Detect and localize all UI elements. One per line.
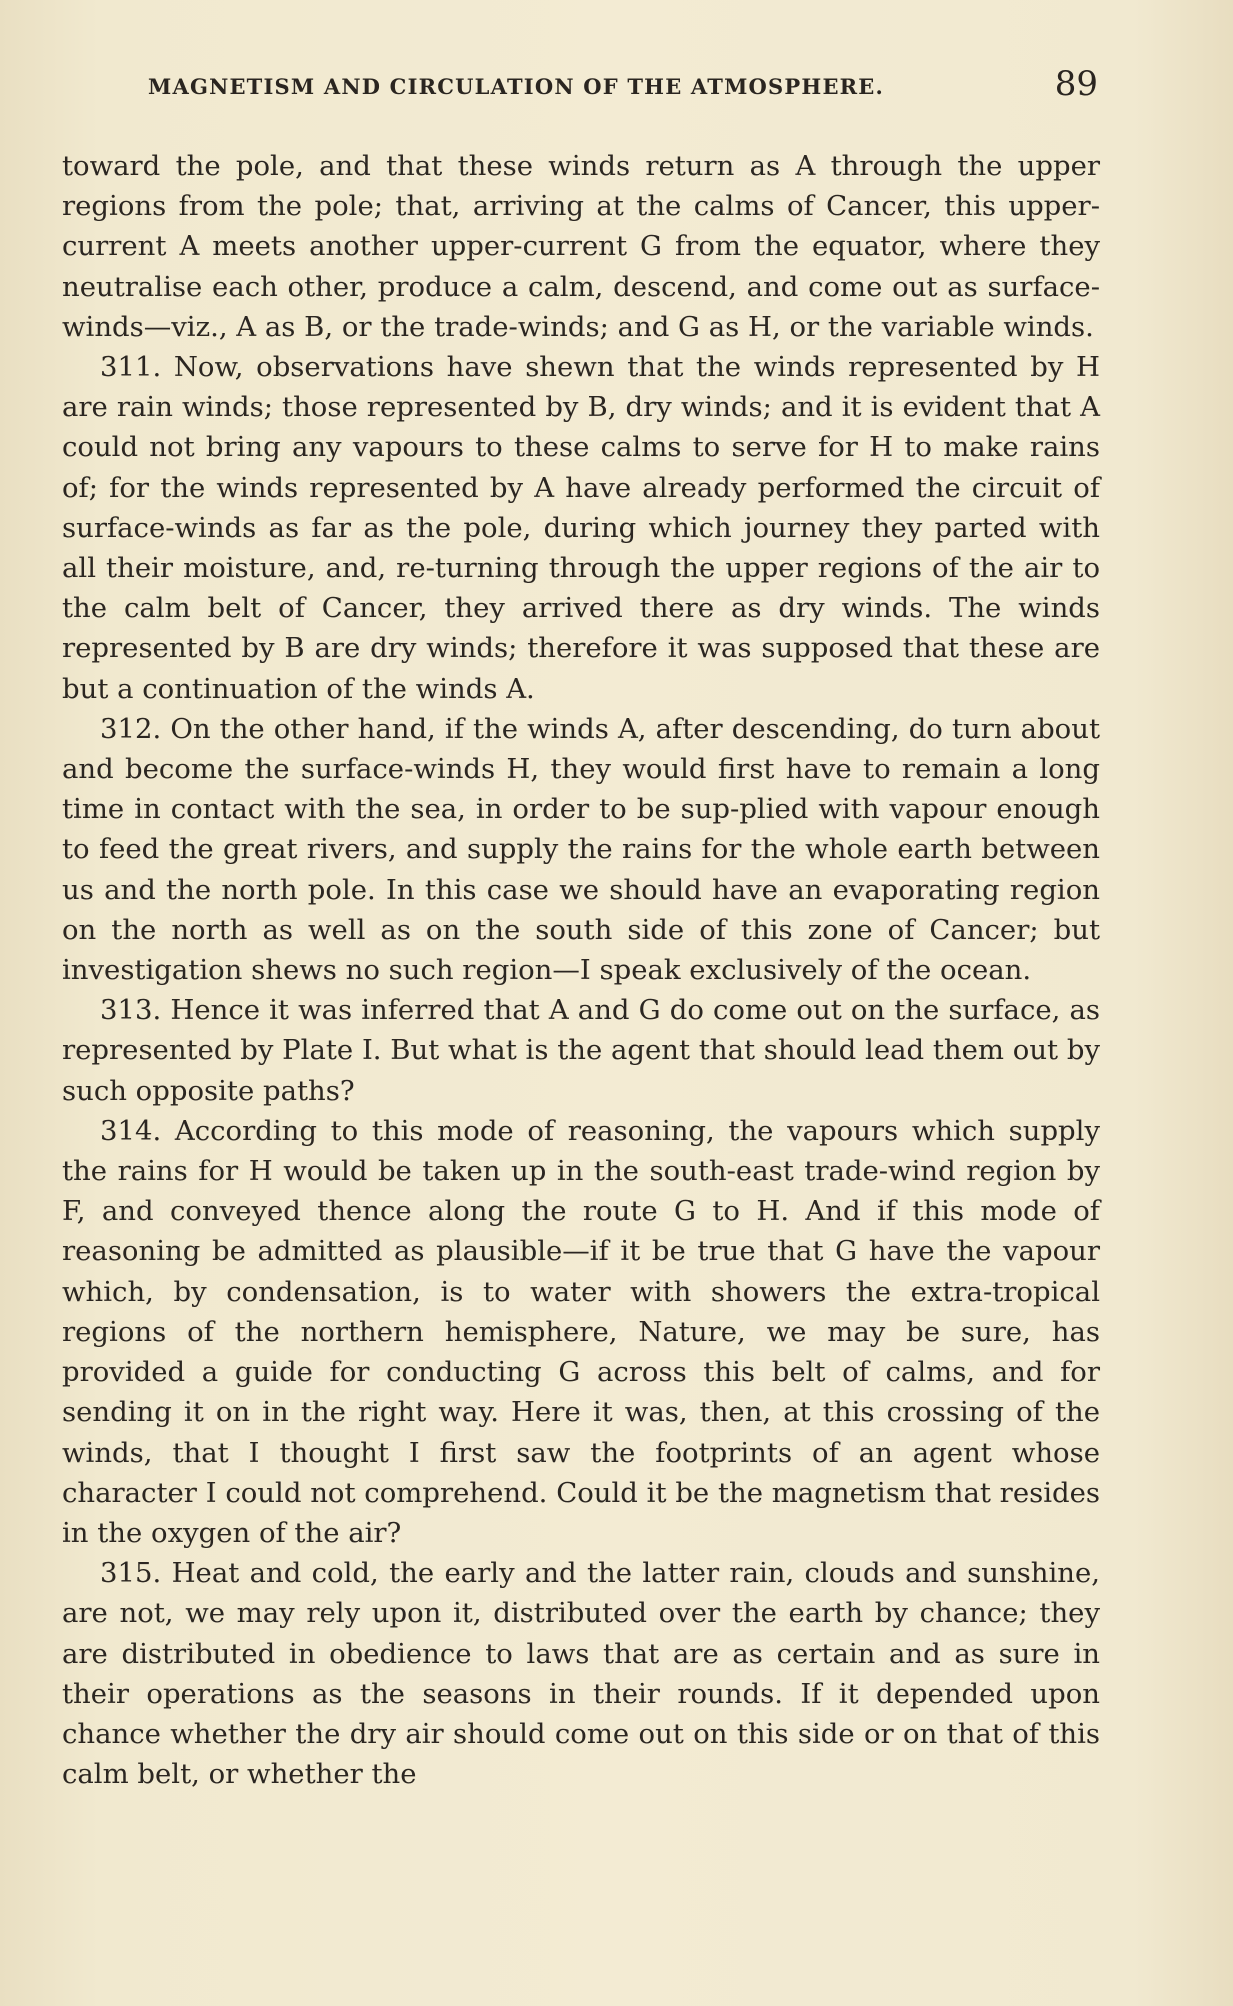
page-header: [148, 64, 1098, 110]
body-text: [62, 146, 1100, 1794]
page-number: 89: [1054, 64, 1098, 104]
paragraph-313: 313. Hence it was inferred that A and G do come out on the surface, as represented by Plate I. But what is the agent that should lead them out by such opposite paths?: [62, 994, 1100, 1107]
paragraph-311: 311. Now, observations have shewn that the winds represented by H are rain winds; those represented by B, dry winds; and it is evident that A could not bring any vapours to these calms to serve for H to make rains of; for the winds represented by A have already performed the circuit of surface-winds as far as the pole, during which journey they parted with all their moisture, and, re-turning through the upper regions of the air to the calm belt of Cancer, they arrived there as dry winds. The winds represented by B are dry winds; therefore it was supposed that these are but a continuation of the winds A.: [62, 351, 1100, 705]
paragraph-312: 312. On the other hand, if the winds A, after descending, do turn about and become the surface-winds H, they would first have to remain a long time in contact with the sea, in order to be sup-plied with vapour enough to feed the great rivers, and supply the rains for the whole earth between us and the north pole. In this case we should have an evaporating region on the north as well as on the south side of this zone of Cancer; but investigation shews no such region—I speak exclusively of the ocean.: [62, 712, 1100, 987]
paragraph-314: 314. According to this mode of reasoning, the vapours which supply the rains for H would be taken up in the south-east trade-wind region by F, and conveyed thence along the route G to H. And if this mode of reasoning be admitted as plausible—if it be true that G have the vapour which, by condensation, is to water with showers the extra-tropical regions of the northern hemisphere, Nature, we may be sure, has provided a guide for conducting G across this belt of calms, and for sending it on in the right way. Here it was, then, at this crossing of the winds, that I thought I first saw the footprints of an agent whose character I could not comprehend. Could it be the magnetism that resides in the oxygen of the air?: [62, 1114, 1100, 1549]
paragraph-315: 315. Heat and cold, the early and the latter rain, clouds and sunshine, are not, we may rely upon it, distributed over the earth by chance; they are distributed in obedience to laws that are as certain and as sure in their operations as the seasons in their rounds. If it depended upon chance whether the dry air should come out on this side or on that of this calm belt, or whether the: [62, 1557, 1100, 1791]
paragraph-continuation: toward the pole, and that these winds return as A through the upper regions from the pole; that, arriving at the calms of Cancer, this upper-current A meets another upper-current G from the equator, where they neutralise each other, produce a calm, descend, and come out as surface-winds—viz., A as B, or the trade-winds; and G as H, or the variable winds.: [62, 150, 1100, 343]
running-head: MAGNETISM AND CIRCULATION OF THE ATMOSPHERE.: [148, 74, 885, 99]
